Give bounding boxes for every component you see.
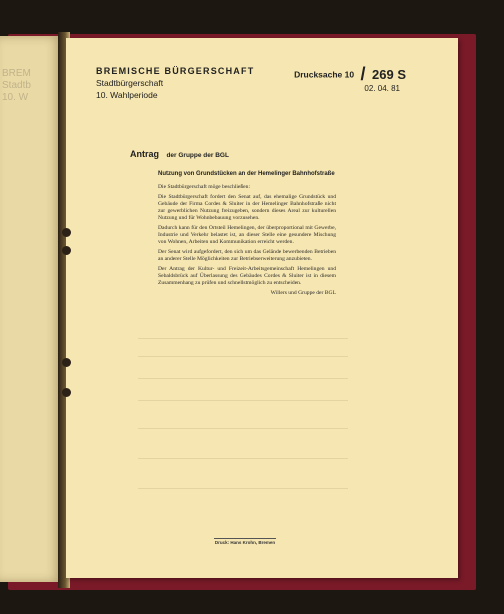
- previous-page-edge: [0, 36, 62, 582]
- printer-imprint: Druck: Hans Krohn, Bremen: [214, 540, 276, 545]
- document-date: 02. 04. 81: [364, 84, 400, 93]
- punch-hole: [62, 228, 71, 237]
- parliament-body: Stadtbürgerschaft: [96, 78, 164, 88]
- motion-subject: Nutzung von Grundstücken an der Hemelinger Bahnhofstraße: [158, 171, 335, 177]
- signature: Willers und Gruppe der BGL: [270, 290, 336, 296]
- bleed-through-line: [138, 488, 348, 489]
- drucksache-number: 269 S: [372, 67, 406, 82]
- motion-title: Antrag: [130, 149, 159, 159]
- bleed-through-line: [138, 428, 348, 429]
- ghost-text-line: Stadtb: [2, 80, 31, 91]
- document-page: [66, 38, 458, 578]
- body-paragraph: Die Stadtbürgerschaft fordert den Senat auf, das ehemalige Grundstück und Gebäude der Firma Cordes & Sluiter in der Hemelinger Bahnhofstraße nicht zur gewerblichen Nutzung freizugeben, sondern dieses Areal zur kulturellen Nutzung und für Wohnbebauung vorzusehen.: [158, 194, 336, 221]
- body-paragraph: Der Antrag der Kultur- und Freizeit-Arbeitsgemeinschaft Hemelingen und Sebaldsbrück auf Überlassung des Gebäudes Cordes & Sluiter ist in diesem Zusammenhang zu prüfen und schnellstmöglich zu entscheiden.: [158, 266, 336, 286]
- motion-by: der Gruppe der BGL: [166, 152, 229, 159]
- ghost-text-line: 10. W: [2, 92, 29, 103]
- body-paragraph: Der Senat wird aufgefordert, den sich um das Gelände bewerbenden Betrieben an anderer Stelle Möglichkeiten zur Betriebserweiterung anzubieten.: [158, 249, 336, 262]
- bleed-through-line: [138, 378, 348, 379]
- document-number: [294, 64, 406, 85]
- drucksache-slash: /: [360, 64, 366, 84]
- bleed-through-line: [138, 356, 348, 357]
- letterhead: [96, 66, 254, 100]
- punch-hole: [62, 388, 71, 397]
- legislative-period: 10. Wahlperiode: [96, 90, 158, 100]
- punch-hole: [62, 358, 71, 367]
- bleed-through-line: [138, 400, 348, 401]
- organization-name: BREMISCHE BÜRGERSCHAFT: [96, 66, 255, 76]
- motion-body: [158, 184, 336, 300]
- body-paragraph: Dadurch kann für den Ortsteil Hemelingen, der überproportional mit Gewerbe, Industrie und Verkehr belastet ist, an dieser Stelle eine gesundere Mischung von Wohnen, Arbeiten und Kommunikation erreicht werden.: [158, 225, 336, 245]
- ghost-text-line: BREM: [2, 68, 31, 79]
- bleed-through-line: [138, 338, 348, 339]
- punch-hole: [62, 246, 71, 255]
- bleed-through-line: [138, 458, 348, 459]
- motion-heading: [130, 144, 229, 162]
- drucksache-label: Drucksache 10: [294, 69, 355, 80]
- body-paragraph: Die Stadtbürgerschaft möge beschließen:: [158, 184, 251, 190]
